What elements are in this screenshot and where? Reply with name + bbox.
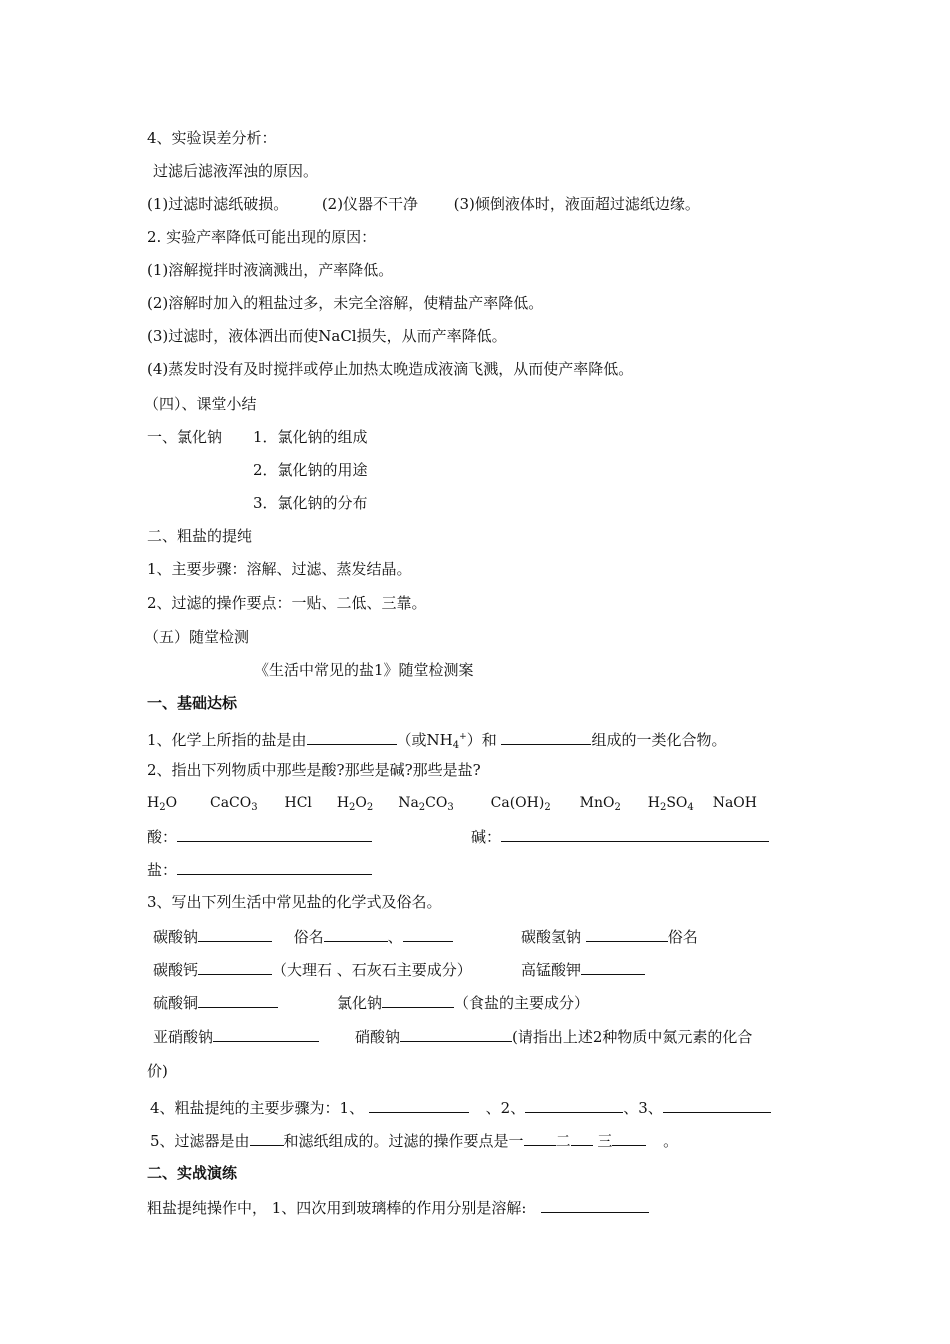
q3-nano2: 亚硝酸钠 [153,1028,214,1046]
q3-row-4b [355,1026,752,1047]
q4-blank-2[interactable] [525,1097,623,1113]
question-5 [150,1130,678,1151]
yield-2: (2)溶解时加入的粗盐过多，未完全溶解，使精盐产率降低。 [147,294,544,312]
q3-caco3: 碳酸钙 [153,961,199,979]
q3-kmno4-blank[interactable] [581,959,645,975]
q3-note: (请指出上述2种物质中氮元素的化合 [512,1028,753,1046]
q1-text-d: 组成的一类化合物。 [591,731,727,749]
q1-blank-2[interactable] [501,729,591,745]
turbid-title: 过滤后滤液浑浊的原因。 [153,162,319,180]
q3-row-3b [337,992,589,1013]
q3-na2co3: 碳酸钠 [153,928,199,946]
q3-cuso4: 硫酸铜 [153,994,199,1012]
summary-title: （四）、课堂小结 [144,395,257,413]
q4-text-c: 、3、 [623,1099,663,1117]
q5-text-c: 二 [555,1132,571,1150]
q4-text-b: 、2、 [485,1099,526,1117]
chem-na2co3: $Na_2CO_3$ [398,795,454,813]
q3-kmno4: 高锰酸钾 [521,961,582,979]
q1-text-c: ）和 [466,731,497,749]
chem-h2so4: $H_2SO_4$ [647,795,694,813]
q3-nano2-blank[interactable] [213,1026,319,1042]
q3-nahco3: 碳酸氢钠 [521,928,582,946]
q5-blank-1[interactable] [250,1130,284,1146]
q4-blank-3[interactable] [663,1097,771,1113]
q5-text-d: 三 [597,1132,613,1150]
chem-mno2: MnO$_2$ [579,795,621,813]
q3-common-label: 俗名 [293,928,324,946]
chem-h2o2: $H_2O_2$ [336,795,374,813]
q3-nano3-blank[interactable] [400,1026,512,1042]
yield-4: (4)蒸发时没有及时搅拌或停止加热太晚造成液滴飞溅，从而使产率降低。 [147,360,634,378]
nacl-head: 一、氯化钠 [147,428,223,446]
salt-blank[interactable] [177,859,372,875]
q1-sup: + [459,732,467,742]
q3-row-1b [521,926,698,947]
q1-text-b: （或NH [396,731,453,749]
base-blank[interactable] [501,826,769,842]
q1-blank-1[interactable] [307,729,397,745]
turbid-1: (1)过滤时滤纸破损。 [147,195,289,213]
salt-item-1: 1、主要步骤：溶解、过滤、蒸发结晶。 [147,560,412,578]
section-4-title: 4、实验误差分析： [147,129,277,147]
q5-text-e: 。 [663,1132,679,1150]
salt-item-2: 2、过滤的操作要点：一贴、二低、三靠。 [147,594,427,612]
part1-heading: 一、基础达标 [147,694,238,712]
q3-nacl-blank[interactable] [382,992,454,1008]
q3-row-2b [521,959,645,980]
q3-nano3: 硝酸钠 [355,1028,401,1046]
chem-caco3: CaCO$_3$ [209,795,258,813]
q3-caco3-note: （大理石 、石灰石主要成分） [272,961,472,979]
q3-common-label-2: 俗名 [667,928,698,946]
q3-nacl: 氯化钠 [337,994,383,1012]
q3-cuso4-blank[interactable] [198,992,278,1008]
base-label: 碱： [471,828,502,846]
q5-blank-3[interactable] [571,1130,593,1146]
q3-common-blank-2[interactable] [403,926,453,942]
salt-label: 盐： [147,861,178,879]
yield-3: (3)过滤时，液体洒出而使NaCl损失，从而产率降低。 [147,327,507,345]
acid-row [147,826,372,847]
turbid-2: (2)仪器不干净 [321,195,419,213]
q1-text-a: 1、化学上所指的盐是由 [147,731,307,749]
q4-text-a: 4、粗盐提纯的主要步骤为：1、 [150,1099,365,1117]
question-1 [147,727,727,756]
q5-text-b: 和滤纸组成的。过滤的操作要点是一 [283,1132,524,1150]
q3-row-1 [153,926,453,947]
chem-h2o: $H_2O$ [147,795,178,813]
q1-sub: 4 [452,740,460,751]
q3-row-3 [153,992,278,1013]
q3-nahco3-blank[interactable] [586,926,668,942]
q3-caco3-blank[interactable] [198,959,272,975]
salt-head: 二、粗盐的提纯 [147,527,253,545]
q5-blank-2[interactable] [524,1130,556,1146]
acid-blank[interactable] [177,826,372,842]
base-row [471,826,769,847]
q3-comma: 、 [387,928,403,946]
acid-label: 酸： [147,828,178,846]
p2-blank-1[interactable] [541,1197,649,1213]
yield-1: (1)溶解搅拌时液滴溅出，产率降低。 [147,261,394,279]
question-3: 3、写出下列生活中常见盐的化学式及俗名。 [147,893,442,911]
q3-na2co3-blank[interactable] [198,926,272,942]
turbid-3: (3)倾倒液体时，液面超过滤纸边缘。 [453,195,700,213]
p2-question-text: 粗盐提纯操作中， 1、四次用到玻璃棒的作用分别是溶解: [147,1199,527,1217]
case-title: 《生活中常见的盐1》随堂检测案 [254,661,474,679]
question-2: 2、指出下列物质中那些是酸?那些是碱?那些是盐? [147,761,481,779]
nacl-item-3: 3．氯化钠的分布 [253,494,368,512]
question-4 [150,1097,771,1118]
q3-common-blank-1[interactable] [324,926,388,942]
q3-row-4 [153,1026,319,1047]
nacl-item-1: 1．氯化钠的组成 [253,428,368,446]
turbid-reasons [147,194,700,214]
q4-blank-1[interactable] [369,1097,469,1113]
chem-caoh2: $Ca(OH)_2$ [490,795,551,813]
yield-title: 2. 实验产率降低可能出现的原因： [147,228,377,246]
salt-row [147,859,372,880]
chem-hcl: HCl [284,795,312,811]
chem-naoh: NaOH [712,795,757,811]
test-title: （五）随堂检测 [144,628,250,646]
part2-question [147,1197,649,1218]
nacl-item-2: 2．氯化钠的用途 [253,461,368,479]
q3-note-2: 价) [147,1062,168,1080]
q3-nacl-note: （食盐的主要成分） [454,994,590,1012]
q5-text-a: 5、过滤器是由 [150,1132,250,1150]
part2-heading: 二、实战演练 [147,1164,238,1182]
q3-row-2 [153,959,472,980]
q5-blank-4[interactable] [612,1130,646,1146]
chemical-list [147,793,757,818]
